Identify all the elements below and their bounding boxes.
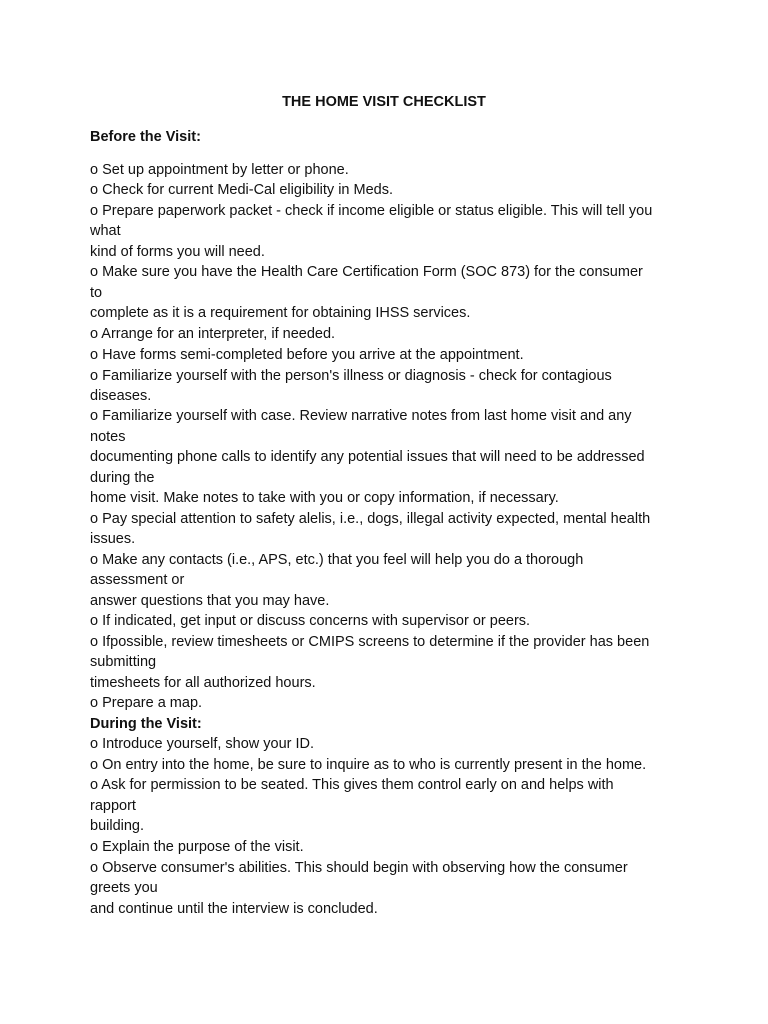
checklist-line: home visit. Make notes to take with you or copy information, if necessary. xyxy=(90,490,559,506)
checklist-line: o If indicated, get input or discuss concerns with supervisor or peers. xyxy=(90,613,531,629)
checklist-line: o Familiarize yourself with the person's illness or diagnosis - check for contagious xyxy=(90,368,612,384)
checklist-line: notes xyxy=(90,429,126,445)
checklist-line: complete as it is a requirement for obtaining IHSS services. xyxy=(90,305,471,321)
checklist-line: to xyxy=(90,285,103,301)
checklist-line: documenting phone calls to identify any potential issues that will need to be addressed xyxy=(90,449,645,465)
checklist-line: o Introduce yourself, show your ID. xyxy=(90,736,315,752)
checklist-line: and continue until the interview is concluded. xyxy=(90,901,378,917)
checklist-line: o Arrange for an interpreter, if needed. xyxy=(90,326,336,342)
checklist-line: o Check for current Medi-Cal eligibility in Meds. xyxy=(90,182,393,198)
checklist-line: o Prepare a map. xyxy=(90,695,203,711)
checklist-line: what xyxy=(90,223,121,239)
checklist-line: o Ifpossible, review timesheets or CMIPS screens to determine if the provider has been xyxy=(90,634,650,650)
document-title: THE HOME VISIT CHECKLIST xyxy=(282,94,486,110)
checklist-line: o On entry into the home, be sure to inquire as to who is currently present in the home. xyxy=(90,757,647,773)
checklist-line: diseases. xyxy=(90,388,152,404)
section-heading: Before the Visit: xyxy=(90,129,201,145)
checklist-line: greets you xyxy=(90,880,158,896)
checklist-line: o Familiarize yourself with case. Review narrative notes from last home visit and any xyxy=(90,408,632,424)
checklist-line: issues. xyxy=(90,531,136,547)
checklist-line: building. xyxy=(90,818,145,834)
checklist-line: o Pay special attention to safety alelis, i.e., dogs, illegal activity expected, mental health xyxy=(90,511,651,527)
checklist-line: kind of forms you will need. xyxy=(90,244,265,260)
checklist-line: timesheets for all authorized hours. xyxy=(90,675,316,691)
checklist-line: o Observe consumer's abilities. This should begin with observing how the consumer xyxy=(90,860,628,876)
checklist-line: o Ask for permission to be seated. This gives them control early on and helps with xyxy=(90,777,614,793)
section-heading: During the Visit: xyxy=(90,716,202,732)
checklist-line: o Explain the purpose of the visit. xyxy=(90,839,304,855)
checklist-line: o Prepare paperwork packet - check if income eligible or status eligible. This will tell you xyxy=(90,203,653,219)
checklist-line: o Make any contacts (i.e., APS, etc.) that you feel will help you do a thorough xyxy=(90,552,584,568)
checklist-line: during the xyxy=(90,470,155,486)
checklist-line: rapport xyxy=(90,798,136,814)
checklist-line: o Set up appointment by letter or phone. xyxy=(90,162,349,178)
checklist-line: assessment or xyxy=(90,572,185,588)
checklist-line: answer questions that you may have. xyxy=(90,593,330,609)
checklist-line: submitting xyxy=(90,654,157,670)
checklist-line: o Make sure you have the Health Care Certification Form (SOC 873) for the consumer xyxy=(90,264,643,280)
checklist-line: o Have forms semi-completed before you arrive at the appointment. xyxy=(90,347,524,363)
